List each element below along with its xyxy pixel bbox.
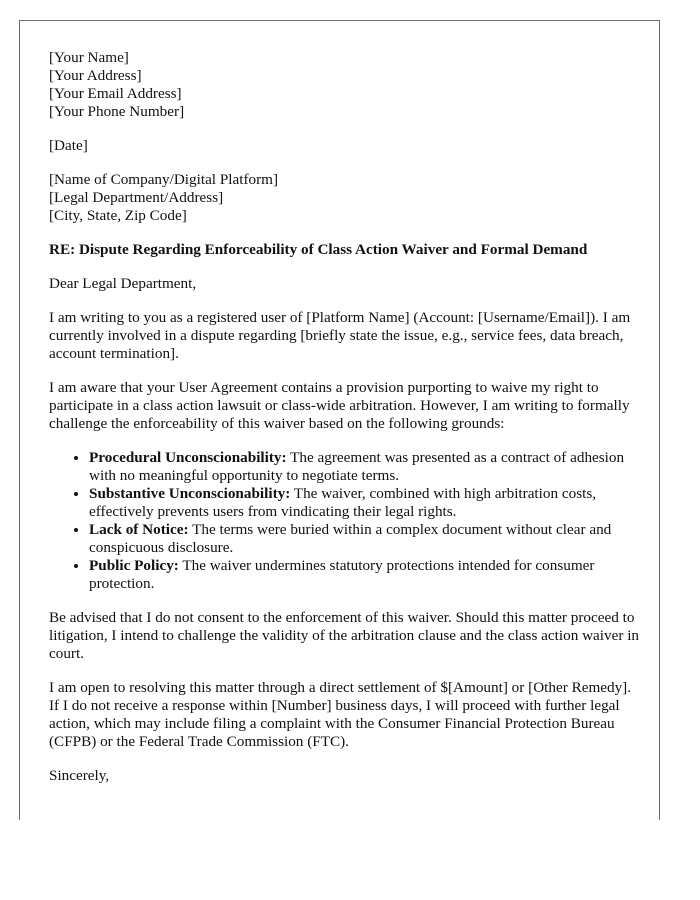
sender-phone: [Your Phone Number] xyxy=(49,103,185,120)
settlement-paragraph: I am open to resolving this matter through a direct settlement of $[Amount] or [Other Remedy]. If I do not receive a response within [Number] business days, I will proceed with further legal action, which may include filing a complaint with the Consumer Financial Protection Bureau (CFPB) or the Federal Trade Commission (FTC). xyxy=(49,679,632,750)
intro-paragraph: I am writing to you as a registered user of [Platform Name] (Account: [Username/Email]). I am currently involved in a dispute regarding [briefly state the issue, e.g., service fees, data breach, account termination]. xyxy=(49,309,631,362)
letter-date: [Date] xyxy=(49,137,88,154)
sender-address: [Your Address] xyxy=(49,67,142,84)
grounds-list-item xyxy=(89,521,639,557)
awareness-paragraph: I am aware that your User Agreement contains a provision purporting to waive my right to participate in a class action lawsuit or class-wide arbitration. However, I am writing to formally challenge the enforceability of this waiver based on the following grounds: xyxy=(49,379,630,432)
recipient-department-address: [Legal Department/Address] xyxy=(49,189,224,206)
ground-title: Substantive Unconscionability: xyxy=(89,485,291,502)
sender-block xyxy=(49,49,639,121)
date-block xyxy=(49,137,639,155)
ground-text: The terms were buried within a complex document without clear and conspicuous disclosure. xyxy=(89,521,612,556)
ground-text: The waiver undermines statutory protections intended for consumer protection. xyxy=(89,557,595,592)
letter-content xyxy=(49,49,639,801)
ground-text: The waiver, combined with high arbitration costs, effectively prevents users from vindicating their legal rights. xyxy=(89,485,597,520)
ground-text: The agreement was presented as a contract of adhesion with no meaningful opportunity to negotiate terms. xyxy=(89,449,625,484)
recipient-block xyxy=(49,171,639,225)
salutation: Dear Legal Department, xyxy=(49,275,197,292)
letter-page xyxy=(19,20,660,820)
grounds-list-item xyxy=(89,449,639,485)
sender-name: [Your Name] xyxy=(49,49,129,66)
recipient-city-state-zip: [City, State, Zip Code] xyxy=(49,207,187,224)
ground-title: Lack of Notice: xyxy=(89,521,189,538)
ground-title: Procedural Unconscionability: xyxy=(89,449,287,466)
grounds-list xyxy=(49,449,639,593)
grounds-list-item xyxy=(89,485,639,521)
grounds-list-item xyxy=(89,557,639,593)
recipient-company: [Name of Company/Digital Platform] xyxy=(49,171,279,188)
subject-line: RE: Dispute Regarding Enforceability of Class Action Waiver and Formal Demand xyxy=(49,241,588,258)
ground-title: Public Policy: xyxy=(89,557,179,574)
sender-email: [Your Email Address] xyxy=(49,85,182,102)
closing: Sincerely, xyxy=(49,767,110,784)
advised-paragraph: Be advised that I do not consent to the enforcement of this waiver. Should this matter proceed to litigation, I intend to challenge the validity of the arbitration clause and the class action waiver in court. xyxy=(49,609,640,662)
